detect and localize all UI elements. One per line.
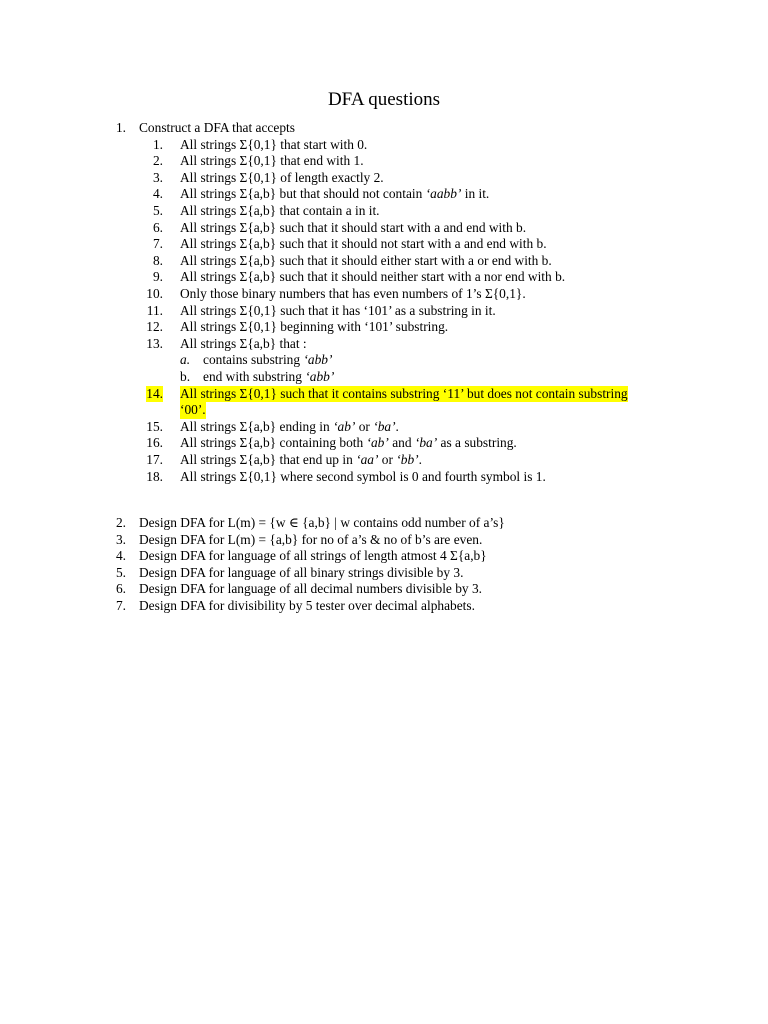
text-run: in it.	[461, 186, 490, 202]
italic-text-run: ‘aabb’	[425, 186, 462, 202]
sub-question-3	[0, 170, 768, 187]
text-run: All strings Σ{a,b} such that it should neither start with a nor end with b.	[180, 269, 566, 285]
document-title: DFA questions	[327, 89, 441, 110]
text-run: and	[388, 435, 415, 451]
text-run: All strings Σ{0,1} of length exactly 2.	[180, 169, 384, 185]
list-number: 2.	[152, 153, 163, 169]
list-text	[139, 581, 482, 598]
text-run: All strings Σ{0,1} such that it has ‘101’ as a substring in it.	[180, 302, 496, 318]
list-number: 16.	[146, 435, 163, 451]
list-number: 14.	[146, 385, 163, 401]
list-text	[180, 452, 422, 469]
list-text	[180, 303, 496, 320]
list-text	[203, 369, 334, 386]
text-run: Design DFA for L(m) = {w ∈ {a,b} | w contains odd number of a’s}	[139, 515, 505, 530]
sub-question-2	[0, 153, 768, 170]
sub-question-14	[0, 386, 768, 403]
text-run: end with substring	[203, 369, 306, 384]
list-number: 12.	[146, 319, 163, 335]
list-text	[180, 419, 399, 436]
list-number: 4.	[152, 186, 163, 202]
list-number: 8.	[152, 252, 163, 268]
sub-question-8	[0, 253, 768, 270]
list-number: 1.	[115, 120, 126, 135]
text-run: All strings Σ{0,1} that end with 1.	[180, 153, 364, 169]
main-question-1	[0, 120, 768, 137]
list-number: 17.	[146, 452, 163, 467]
italic-text-run: ‘bb’	[396, 452, 419, 467]
text-run: All strings Σ{a,b} but that should not contain	[180, 186, 426, 202]
list-number: 13.	[146, 335, 163, 351]
text-run: All strings Σ{a,b} ending in	[180, 418, 334, 434]
list-text	[139, 532, 482, 549]
list-text	[139, 565, 463, 582]
list-number: 15.	[146, 418, 163, 434]
list-number: 2.	[115, 515, 126, 530]
list-number: 9.	[152, 269, 163, 285]
sub-question-9	[0, 269, 768, 286]
list-number: 18.	[146, 468, 163, 484]
italic-text-run: ‘ab’	[366, 435, 389, 451]
italic-text-run: ‘abb’	[303, 352, 333, 368]
text-run: or	[378, 452, 397, 467]
text-run: All strings Σ{0,1} beginning with ‘101’ substring.	[180, 319, 449, 335]
sub-question-10	[0, 286, 768, 303]
main-question-6	[0, 581, 768, 598]
sub-question-b	[0, 369, 768, 386]
text-run: Design DFA for L(m) = {a,b} for no of a’s & no of b’s are even.	[139, 531, 483, 547]
text-run: All strings Σ{a,b} that end up in	[180, 452, 357, 467]
list-text	[180, 137, 367, 154]
list-text	[180, 402, 206, 419]
list-number: b.	[180, 369, 191, 384]
list-text	[180, 220, 526, 237]
sub-question-14-continuation	[0, 402, 768, 419]
text-run: All strings Σ{0,1} where second symbol is 0 and fourth symbol is 1.	[180, 468, 546, 484]
text-run: Design DFA for language of all decimal numbers divisible by 3.	[139, 581, 483, 597]
text-run: All strings Σ{a,b} containing both	[180, 435, 367, 451]
list-number: 4.	[115, 548, 126, 564]
text-run: Construct a DFA that accepts	[139, 120, 295, 135]
main-question-5	[0, 565, 768, 582]
list-text	[180, 435, 517, 452]
italic-text-run: ‘ab’	[333, 418, 356, 434]
list-text	[139, 548, 487, 565]
sub-question-12	[0, 319, 768, 336]
italic-text-run: ‘ba’	[414, 435, 438, 451]
list-text	[180, 336, 307, 353]
list-text	[203, 352, 332, 369]
main-question-2	[0, 515, 768, 532]
text-run: as a substring.	[437, 435, 517, 451]
list-text	[180, 170, 384, 187]
list-text	[139, 515, 505, 532]
list-number: 3.	[115, 531, 126, 547]
sub-question-13	[0, 336, 768, 353]
list-number: 6.	[115, 581, 126, 597]
list-text	[180, 186, 489, 203]
list-text	[180, 386, 628, 403]
list-number: a.	[180, 352, 191, 368]
italic-text-run: ‘abb’	[305, 369, 335, 384]
text-run: .	[395, 418, 399, 434]
sub-question-6	[0, 220, 768, 237]
sub-question-1	[0, 137, 768, 154]
text-run: Design DFA for divisibility by 5 tester over decimal alphabets.	[139, 598, 475, 613]
list-number: 7.	[152, 236, 163, 252]
list-number: 10.	[146, 286, 163, 301]
sub-question-7	[0, 236, 768, 253]
list-text	[139, 120, 295, 137]
text-run: All strings Σ{a,b} that contain a in it.	[180, 203, 380, 218]
text-run: All strings Σ{a,b} such that it should start with a and end with b.	[180, 219, 527, 235]
list-number: 1.	[152, 136, 163, 152]
text-run: Only those binary numbers that has even numbers of 1’s Σ{0,1}.	[180, 286, 526, 301]
sub-question-18	[0, 469, 768, 486]
text-run: All strings Σ{a,b} such that it should either start with a or end with b.	[180, 252, 552, 268]
text-run: or	[355, 418, 374, 434]
text-run: Design DFA for language of all binary strings divisible by 3.	[139, 564, 464, 580]
list-number: 11.	[146, 302, 163, 318]
list-text	[139, 598, 475, 615]
list-number: 6.	[152, 219, 163, 235]
text-run: All strings Σ{0,1} that start with 0.	[180, 136, 368, 152]
list-text	[180, 319, 448, 336]
sub-question-16	[0, 435, 768, 452]
main-question-3	[0, 532, 768, 549]
sub-question-15	[0, 419, 768, 436]
list-number: 5.	[152, 203, 163, 218]
list-number: 5.	[115, 564, 126, 580]
text-run: All strings Σ{0,1} such that it contains substring ‘11’ but does not contain substring	[180, 385, 628, 401]
italic-text-run: ‘aa’	[356, 452, 379, 467]
list-text	[180, 236, 547, 253]
list-text	[180, 153, 364, 170]
list-number: 3.	[152, 169, 163, 185]
text-run: contains substring	[203, 352, 304, 368]
text-run: .	[418, 452, 422, 467]
sub-question-4	[0, 186, 768, 203]
sub-question-a	[0, 352, 768, 369]
text-run: All strings Σ{a,b} such that it should not start with a and end with b.	[180, 236, 547, 252]
main-question-4	[0, 548, 768, 565]
list-text	[180, 286, 526, 303]
text-run: ‘00’.	[180, 402, 206, 418]
text-run: Design DFA for language of all strings of length atmost 4 Σ{a,b}	[139, 548, 487, 564]
list-number: 7.	[115, 598, 126, 613]
list-text	[180, 269, 565, 286]
text-run: All strings Σ{a,b} that :	[180, 335, 307, 351]
sub-question-11	[0, 303, 768, 320]
list-text	[180, 253, 552, 270]
italic-text-run: ‘ba’	[373, 418, 396, 434]
sub-question-5	[0, 203, 768, 220]
list-text	[180, 469, 546, 486]
main-question-7	[0, 598, 768, 615]
list-text	[180, 203, 380, 220]
sub-question-17	[0, 452, 768, 469]
